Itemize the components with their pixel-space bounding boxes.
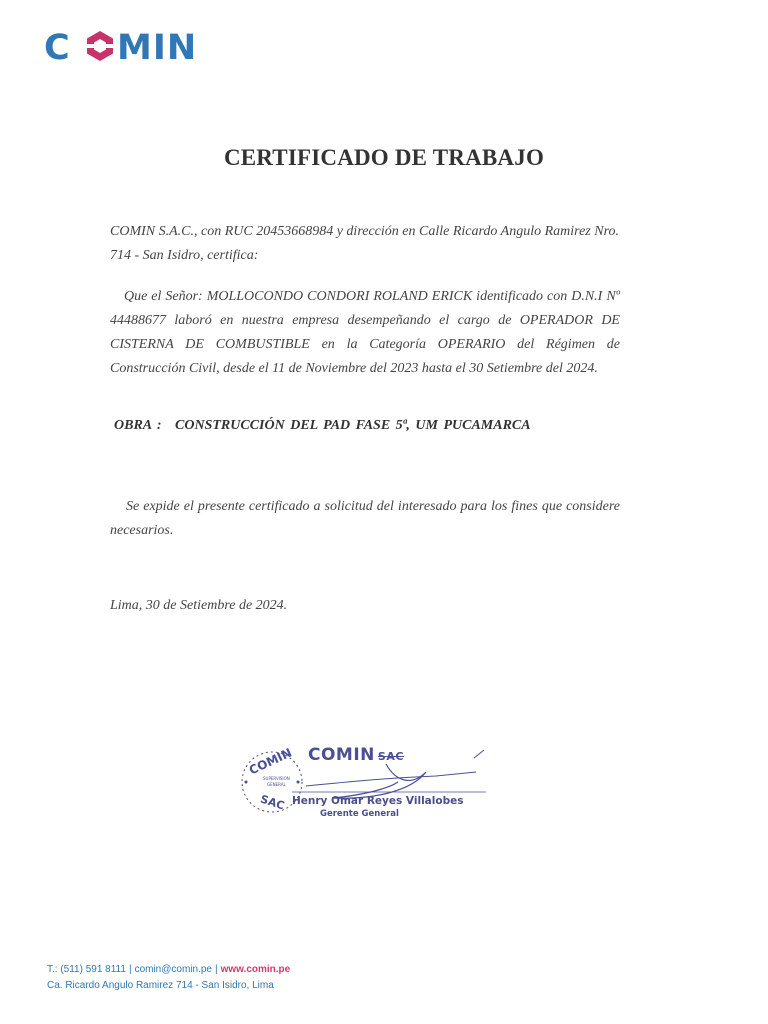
signature-block bbox=[236, 742, 496, 832]
footer-address: Ca. Ricardo Angulo Ramirez 714 - San Isidro, Lima bbox=[47, 980, 274, 991]
intro-paragraph: COMIN S.A.C., con RUC 20453668984 y dirección en Calle Ricardo Angulo Ramirez Nro. 714 - San Isidro, certifica: bbox=[110, 224, 620, 263]
signatory-role: Gerente General bbox=[320, 809, 399, 819]
svg-text:SAC: SAC bbox=[258, 792, 287, 813]
svg-text:COMIN: COMIN bbox=[246, 745, 294, 778]
obra-label: OBRA : bbox=[114, 418, 162, 433]
issuance-paragraph: Se expide el presente certificado a solicitud del interesado para los fines que considere necesarios. bbox=[110, 499, 620, 538]
signatory-name: Henry Omar Reyes Villalobes bbox=[292, 795, 464, 807]
company-logo bbox=[44, 26, 216, 66]
footer-email[interactable]: comin@comin.pe bbox=[134, 964, 212, 975]
date-line: Lima, 30 de Setiembre de 2024. bbox=[110, 598, 288, 613]
obra-value: CONSTRUCCIÓN DEL PAD FASE 5ª, UM PUCAMARCA bbox=[175, 418, 531, 433]
footer-contact bbox=[47, 962, 290, 994]
svg-text:SUPERVISION: SUPERVISION bbox=[263, 776, 290, 781]
svg-text:C: C bbox=[44, 28, 71, 66]
obra-line bbox=[114, 418, 531, 434]
svg-text:MIN: MIN bbox=[117, 28, 198, 66]
stamp-brand: COMIN SAC bbox=[308, 745, 404, 765]
svg-text:GENERAL: GENERAL bbox=[267, 782, 286, 787]
footer-line-contact: T.: (511) 591 8111 | comin@comin.pe | www.comin.pe bbox=[47, 964, 291, 975]
footer-website-link[interactable]: www.comin.pe bbox=[220, 964, 291, 975]
document-title: CERTIFICADO DE TRABAJO bbox=[223, 145, 545, 170]
footer-phone: T.: (511) 591 8111 bbox=[47, 964, 126, 975]
certification-paragraph: Que el Señor: MOLLOCONDO CONDORI ROLAND ERICK identificado con D.N.I Nº 44488677 laboró en nuestra empresa desempeñando el cargo de OPERADOR DE CISTERNA DE COMBUSTIBLE en la Categoría OPERARIO del Régimen de Construcción Civil, desde el 11 de Noviembre del 2023 hasta el 30 Setiembre del 2024. bbox=[110, 289, 620, 376]
